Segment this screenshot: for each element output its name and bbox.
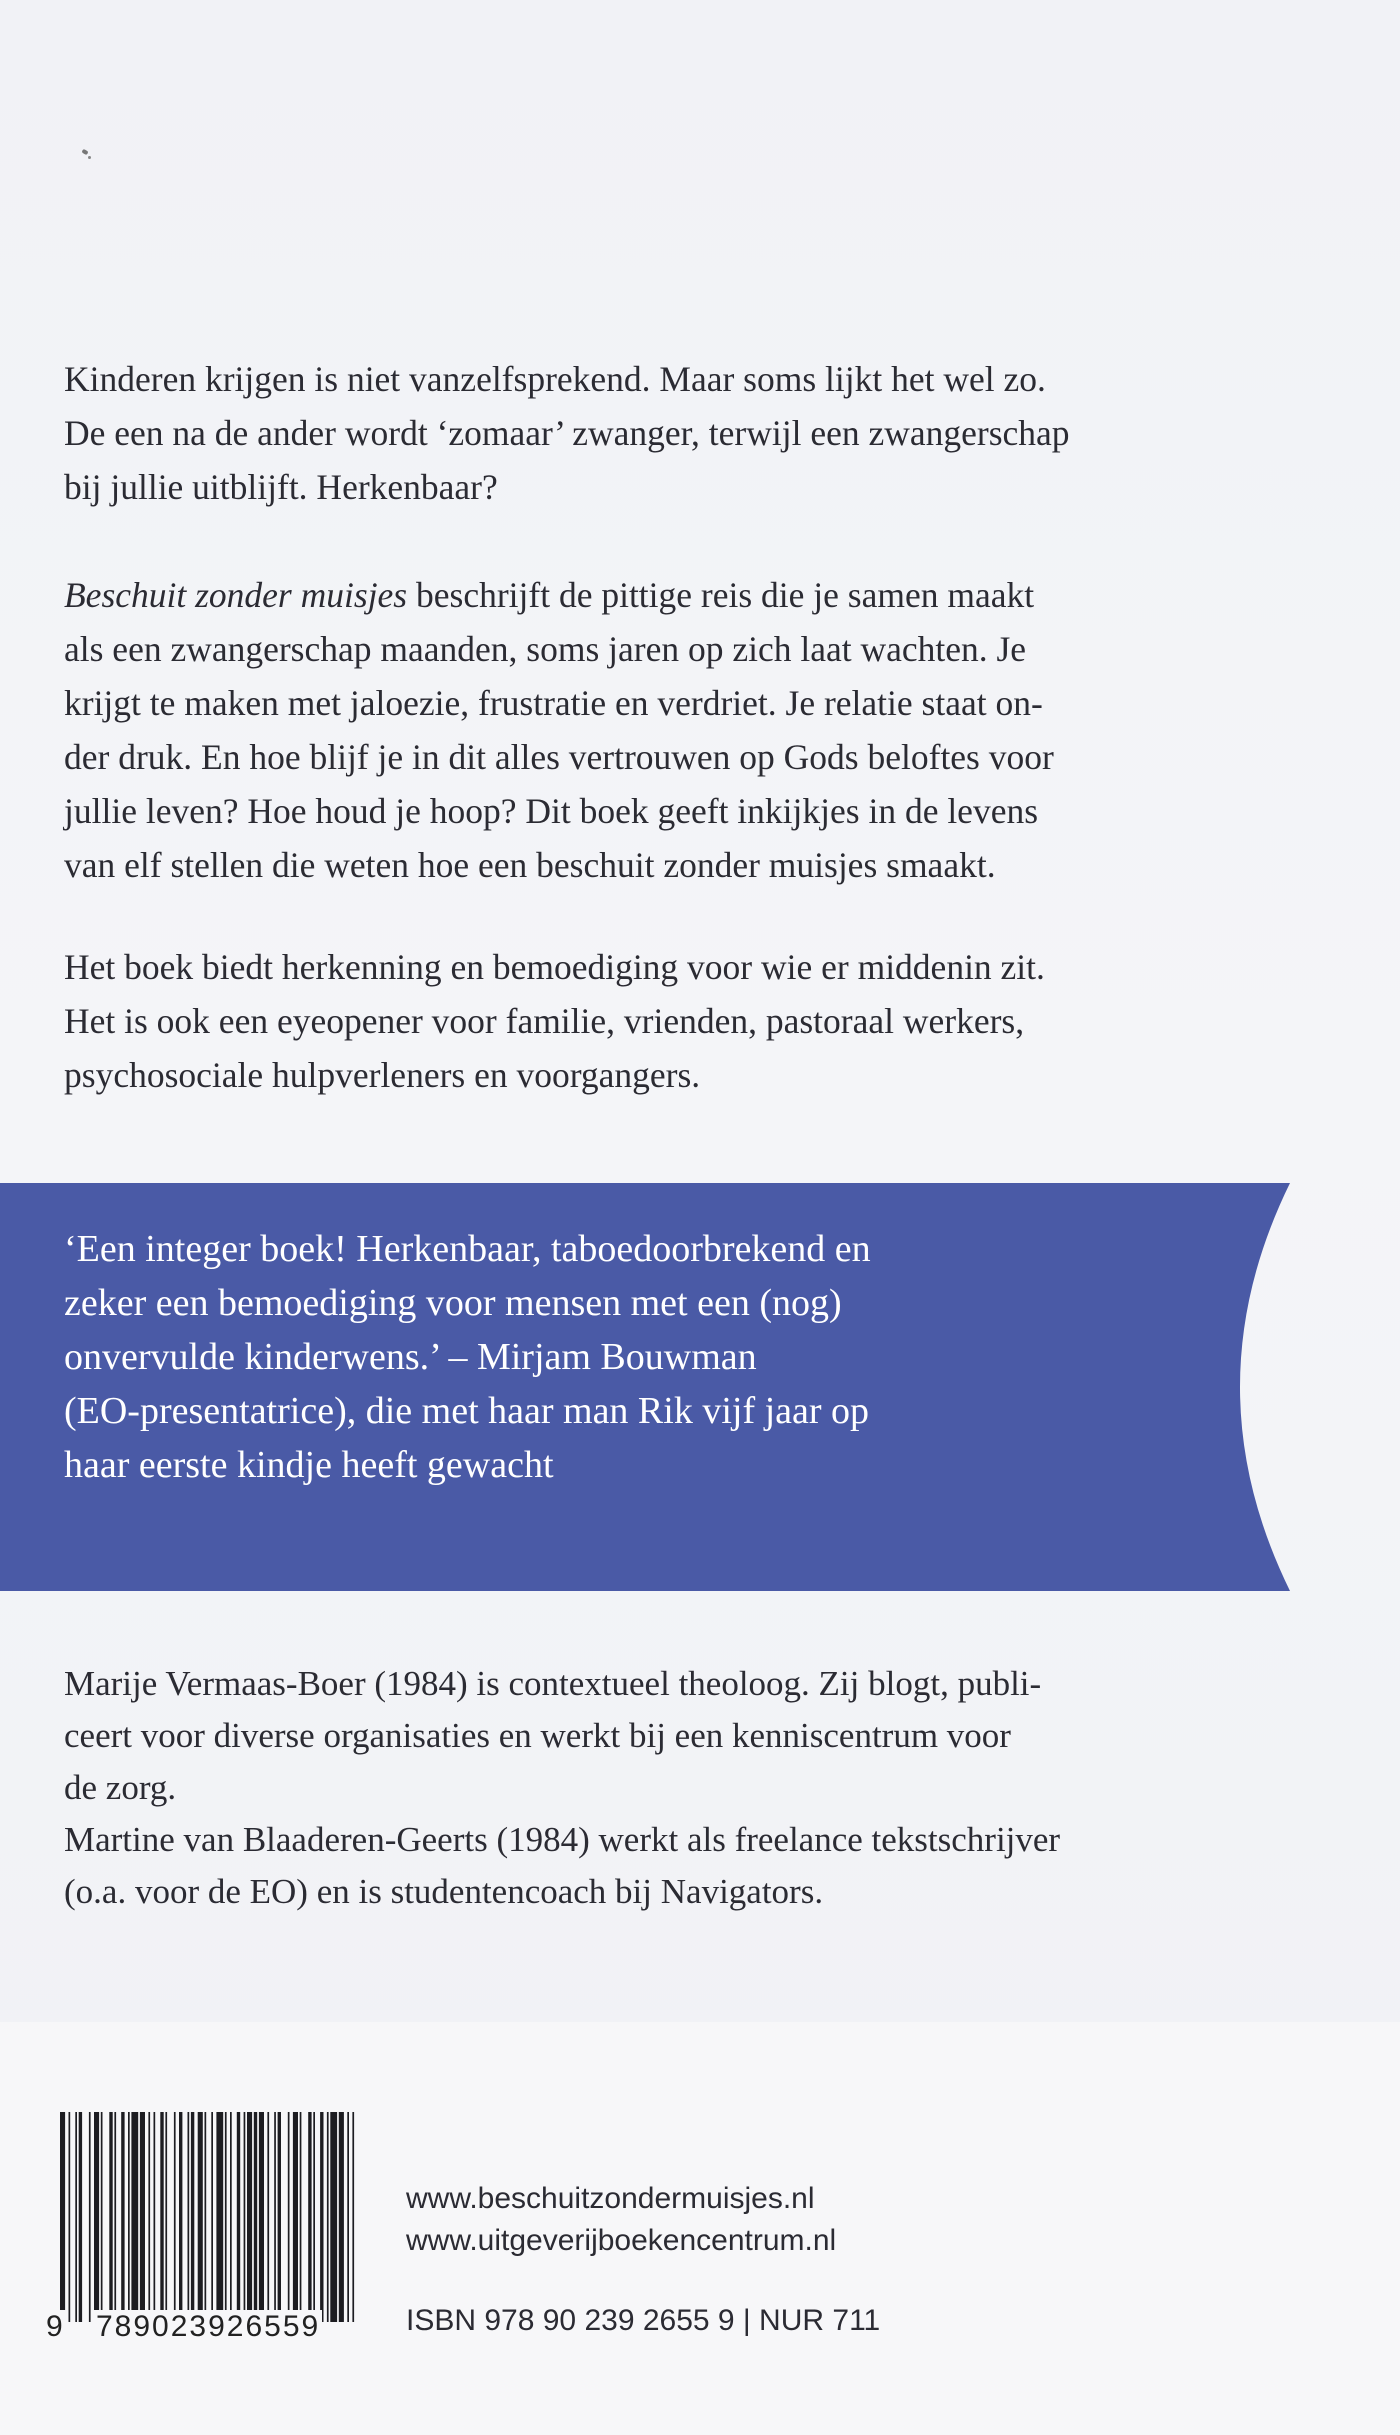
barcode-bar bbox=[274, 2112, 276, 2322]
bio-line: de zorg. bbox=[64, 1768, 177, 1807]
barcode-bar bbox=[230, 2112, 232, 2322]
barcode-digit-first: 9 bbox=[46, 2310, 64, 2343]
barcode-bar bbox=[140, 2112, 145, 2322]
quote-line: haar eerste kindje heeft gewacht bbox=[64, 1444, 554, 1486]
barcode-bar bbox=[205, 2112, 207, 2322]
barcode-bar bbox=[320, 2112, 323, 2322]
book-title: Beschuit zonder muisjes bbox=[64, 575, 408, 615]
barcode-bar bbox=[128, 2112, 130, 2322]
blurb-paragraph-1 bbox=[64, 352, 1304, 514]
barcode-bar bbox=[247, 2112, 252, 2322]
website-links bbox=[406, 2178, 836, 2262]
barcode-bar bbox=[339, 2112, 344, 2322]
barcode-bar bbox=[60, 2112, 65, 2322]
barcode-bar bbox=[79, 2112, 82, 2322]
text-line: Het boek biedt herkenning en bemoediging voor wie er middenin zit. bbox=[64, 947, 1045, 987]
barcode-bar bbox=[179, 2112, 182, 2322]
website-link[interactable]: www.uitgeverijboekencentrum.nl bbox=[406, 2224, 837, 2257]
print-speck bbox=[81, 149, 88, 155]
barcode-bar bbox=[225, 2112, 227, 2322]
text-line: Kinderen krijgen is niet vanzelfsprekend. Maar soms lijkt het wel zo. bbox=[64, 359, 1046, 399]
barcode-bar bbox=[267, 2112, 269, 2322]
barcode-bar bbox=[216, 2112, 223, 2322]
website-link[interactable]: www.beschuitzondermuisjes.nl bbox=[406, 2182, 815, 2215]
blurb-paragraph-3 bbox=[64, 940, 1304, 1102]
barcode-bar bbox=[131, 2112, 138, 2322]
author-bio bbox=[64, 1658, 1304, 1918]
text-line: van elf stellen die weten hoe een beschuit zonder muisjes smaakt. bbox=[64, 845, 996, 885]
barcode bbox=[44, 2112, 364, 2348]
barcode-bar bbox=[278, 2112, 281, 2322]
quote-line: (EO-presentatrice), die met haar man Rik vijf jaar op bbox=[64, 1390, 870, 1432]
endorsement-quote bbox=[64, 1222, 1184, 1492]
text-line: psychosociale hulpverleners en voorgangers. bbox=[64, 1055, 701, 1095]
isbn-line: ISBN 978 90 239 2655 9 | NUR 711 bbox=[406, 2304, 881, 2337]
barcode-bar bbox=[308, 2112, 311, 2322]
quote-line: zeker een bemoediging voor mensen met een (nog) bbox=[64, 1282, 842, 1324]
barcode-bar bbox=[114, 2112, 116, 2322]
barcode-bar bbox=[300, 2112, 302, 2322]
barcode-bar bbox=[327, 2112, 329, 2322]
barcode-bar bbox=[109, 2112, 112, 2322]
barcode-bar bbox=[154, 2112, 156, 2322]
text-line: jullie leven? Hoe houd je hoop? Dit boek geeft inkijkjes in de levens bbox=[64, 791, 1039, 831]
print-speck bbox=[88, 156, 91, 159]
bio-line: ceert voor diverse organisaties en werkt bij een kenniscentrum voor bbox=[64, 1716, 1011, 1755]
text-line: bij jullie uitblijft. Herkenbaar? bbox=[64, 467, 498, 507]
bio-line: Marije Vermaas-Boer (1984) is contextueel theoloog. Zij blogt, publi- bbox=[64, 1664, 1042, 1703]
quote-line: onvervulde kinderwens.’ – Mirjam Bouwman bbox=[64, 1336, 757, 1378]
barcode-bar bbox=[160, 2112, 163, 2322]
barcode-bar bbox=[347, 2112, 349, 2322]
barcode-bar bbox=[293, 2112, 298, 2322]
barcode-bar bbox=[330, 2112, 337, 2322]
barcode-bar bbox=[244, 2112, 246, 2322]
blurb-paragraph-2 bbox=[64, 568, 1304, 892]
text-line: Het is ook een eyeopener voor familie, vrienden, pastoraal werkers, bbox=[64, 1001, 1025, 1041]
barcode-bar bbox=[174, 2112, 176, 2322]
barcode-bar bbox=[165, 2112, 167, 2322]
barcode-bar bbox=[198, 2112, 203, 2322]
barcode-bar bbox=[75, 2112, 77, 2322]
bio-line: Martine van Blaaderen-Geerts (1984) werkt als freelance tekstschrijver bbox=[64, 1820, 1061, 1859]
barcode-bar bbox=[211, 2112, 213, 2322]
barcode-bar bbox=[352, 2112, 354, 2322]
barcode-bar bbox=[259, 2112, 264, 2322]
barcode-bar bbox=[94, 2112, 99, 2322]
barcode-bar bbox=[237, 2112, 240, 2322]
barcode-bar bbox=[101, 2112, 103, 2322]
text-line: krijgt te maken met jaloezie, frustratie en verdriet. Je relatie staat on- bbox=[64, 683, 1043, 723]
barcode-digits: 789023926559 bbox=[96, 2310, 321, 2343]
bio-line: (o.a. voor de EO) en is studentencoach bij Navigators. bbox=[64, 1872, 824, 1911]
text-line bbox=[64, 568, 1304, 622]
barcode-bar bbox=[288, 2112, 290, 2322]
barcode-bar bbox=[313, 2112, 315, 2322]
quote-line: ‘Een integer boek! Herkenbaar, taboedoorbrekend en bbox=[64, 1228, 871, 1270]
barcode-bar bbox=[121, 2112, 124, 2322]
barcode-bar bbox=[191, 2112, 194, 2322]
text-line: der druk. En hoe blijf je in dit alles vertrouwen op Gods beloftes voor bbox=[64, 737, 1054, 777]
text-span: beschrijft de pittige reis die je samen maakt bbox=[407, 575, 1035, 615]
text-line: De een na de ander wordt ‘zomaar’ zwanger, terwijl een zwangerschap bbox=[64, 413, 1070, 453]
text-line: als een zwangerschap maanden, soms jaren op zich laat wachten. Je bbox=[64, 629, 1027, 669]
barcode-bar bbox=[69, 2112, 71, 2322]
barcode-bar bbox=[254, 2112, 257, 2322]
barcode-bar bbox=[89, 2112, 91, 2322]
barcode-bar bbox=[188, 2112, 190, 2322]
barcode-bar bbox=[148, 2112, 150, 2322]
